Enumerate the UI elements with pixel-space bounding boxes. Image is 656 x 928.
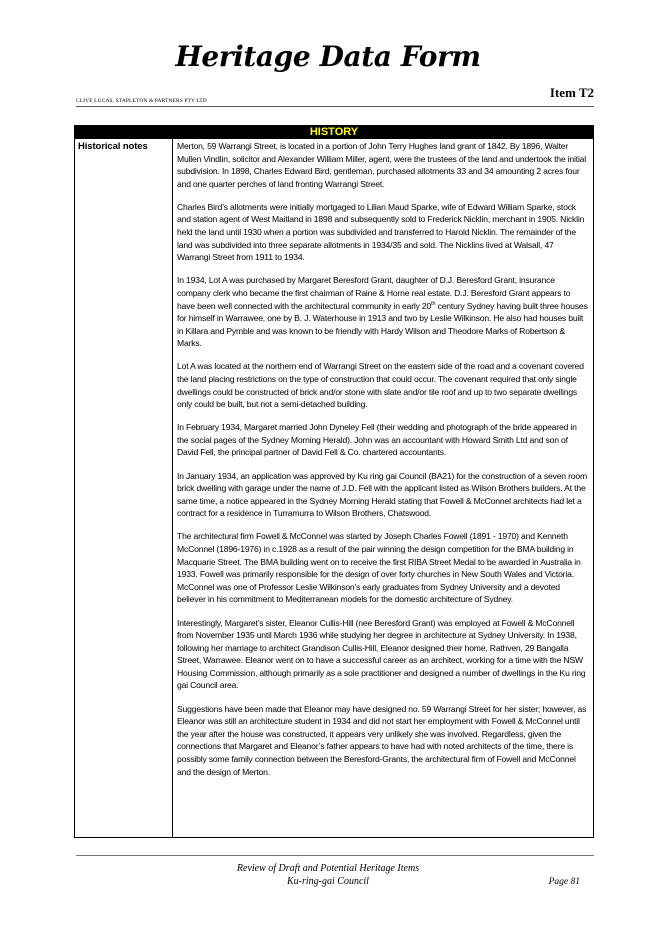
footer-review-title: Review of Draft and Potential Heritage Items (236, 863, 420, 874)
paragraph: Charles Bird’s allotments were initially mortgaged to Lilian Maud Sparke, wife of Edward William Sparke, stock and station agent of West Maitland in 1898 and subsequently sold to Frederick Nicklin, merchant in 1905. Nicklin held the land until 1930 when a portion was subdivided and transferred to Harold Nicklin. The remainder of the land was subdivided into three separate allotments in 1934/35 and sold. The Nicklins lived at Walsall, 47 Warrangi Street from 1911 to 1934. (177, 201, 585, 263)
paragraph: The architectural firm Fowell & McConnel was started by Joseph Charles Fowell (1891 - 1970) and Kenneth McConnel (1896-1976) in c.1928 as a result of the pair winning the design competition for the BMA building in Macquarie Street. The BMA building went on to receive the first RIBA Street Medal to be awarded in Australia in 1933. Fowell was primarily responsible for the design of over forty churches in New South Wales and Victoria. McConnel was one of Professor Leslie Wilkinson’s early graduates from Sydney University and a devoted believer in his commitment to Mediterranean models for the domestic architecture of Sydney. (177, 531, 581, 605)
footer-council-name: Ku-ring-gai Council (287, 876, 369, 887)
section-header-history: HISTORY (75, 126, 593, 139)
footer-divider (76, 855, 594, 856)
paragraph: Lot A was located at the northern end of Warrangi Street on the eastern side of the road and a covenant covered the land placing restrictions on the type of construction that could occur. The covenant required that only single dwellings could be constructed of brick and/or stone with slate and/or tile roof and up to two separate dwellings only could be built, but not a semi-detached building. (177, 361, 584, 410)
history-table (74, 125, 594, 838)
company-name: CLIVE LUCAS, STAPLETON & PARTNERS PTY LTD (76, 98, 207, 104)
paragraph: Suggestions have been made that Eleanor may have designed no. 59 Warrangi Street for her sister; however, as Eleanor was still an architecture student in 1934 and did not start her employment with Fowell & McConnel until the year after the house was constructed, it appears very unlikely she was involved. Regardless, given the connections that Margaret and Eleanor’s father appears to have had with noted architects of the time, there is possibly some family connection between the Beresford-Grants, the architectural firm of Fowell and McConnel and the design of Merton. (177, 703, 587, 777)
row-label: Historical notes (78, 141, 148, 152)
page-number: Page 81 (548, 877, 580, 887)
item-number: Item T2 (549, 85, 594, 100)
header-divider (76, 106, 594, 107)
historical-notes-row (75, 139, 593, 837)
paragraph: Interestingly, Margaret’s sister, Eleanor Cullis-Hill (nee Beresford Grant) was employed at Fowell & McConnell from November 1935 until March 1936 while studying her degree in architecture at Sydney University. In 1938, following her marriage to architect Grandison Cullis-Hill, Eleanor designed their home, Rathven, 29 Bangalla Street, Warrawee. Eleanor went on to have a successful career as an architect, working for a time with the NSW Housing Commission, although primarily as a sole practitioner and designed a number of dwellings in the Ku ring gai Council area. (177, 617, 586, 691)
paragraph (177, 274, 588, 350)
historical-notes-content (173, 139, 593, 837)
page-title: Heritage Data Form (175, 40, 481, 73)
superscript: th (431, 300, 436, 307)
paragraph: In February 1934, Margaret married John Dyneley Fell (their wedding and photograph of the bride appeared in the social pages of the Sydney Morning Herald). John was an accountant with Howard Smith Ltd and son of David Fell, the principal partner of David Fell & Co. chartered accountants. (177, 422, 577, 458)
paragraph: Merton, 59 Warrangi Street, is located in a portion of John Terry Hughes land grant of 1842. By 1896, Walter Mullen Vindlin, solicitor and Alexander William Miller, agent, were the trustees of the land and undertook the initial subdivision. In 1898, Charles Edward Bird, gentleman, purchased allotments 33 and 34 amounting 2 acres four and one quarter perches of land fronting Warrangi Street. (177, 141, 587, 189)
paragraph-text: In 1934, Lot A was purchased by Margaret Beresford Grant, daughter of D.J. Beresford Grant, insurance company clerk who became the first chairman of Raine & Horne real estate. D.J. Beresford Grant appears to have been well connected with the architectural community in early 20 (177, 275, 571, 311)
paragraph-text: century Sydney having built three houses for himself in Warrawee, one by B. J. Waterhouse in 1913 and two by Leslie Wilkinson. He also had houses built in Killara and Pymble and was known to be friendly with Hardy Wilson and Theodore Marks of Robertson & Marks. (177, 300, 588, 349)
row-label-cell (75, 139, 173, 837)
paragraph: In January 1934, an application was approved by Ku ring gai Council (BA21) for the construction of a seven room brick dwelling with garage under the name of J.D. Fell with the applicant listed as Wilson Brothers builders. At the same time, a notice appeared in the Sydney Morning Herald stating that Fowell & McConnel architects had let a contract for a residence in Turramurra to Wilson Brothers, Chatswood. (177, 470, 587, 519)
